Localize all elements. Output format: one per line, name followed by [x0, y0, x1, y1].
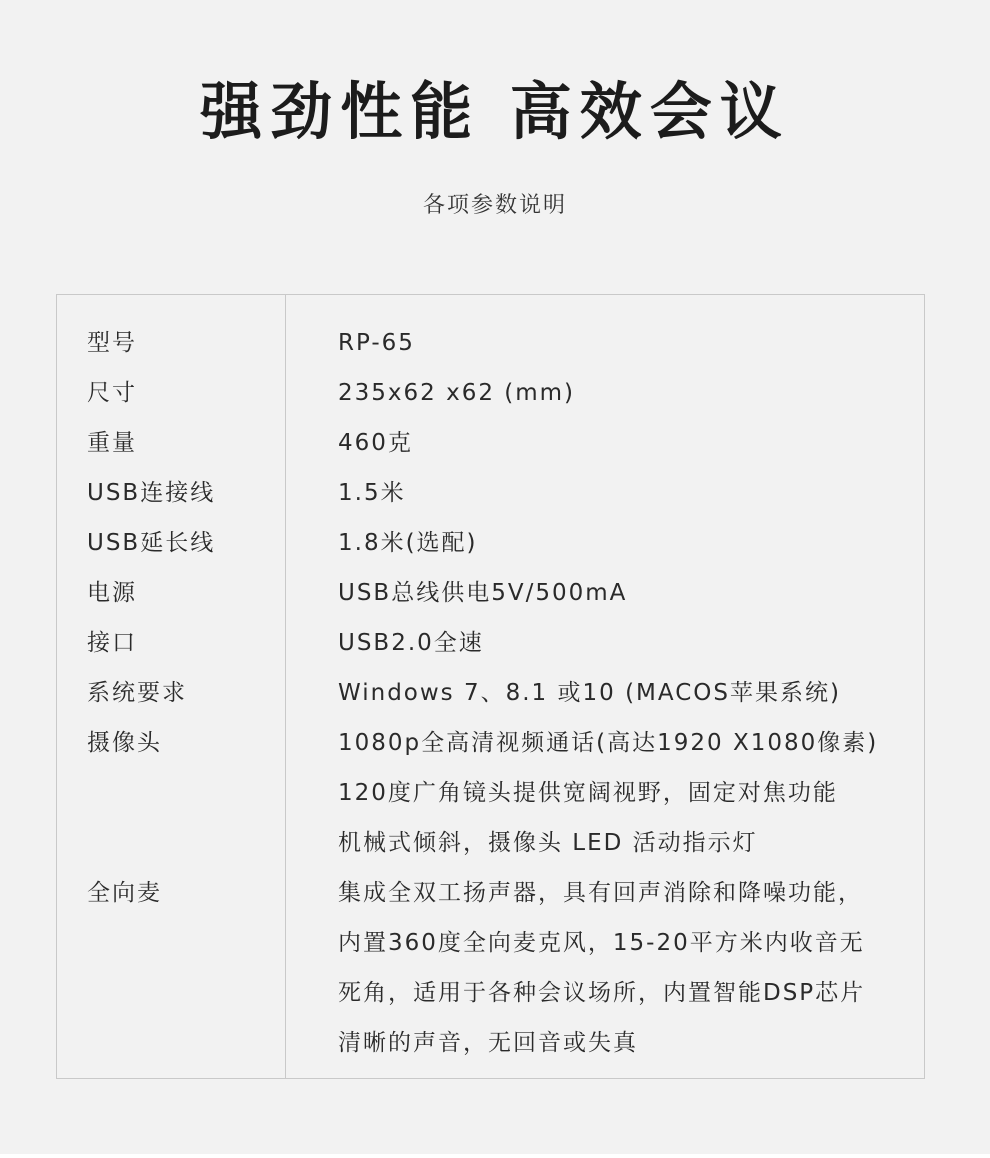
spec-row-microphone-3: [57, 968, 924, 1018]
spec-table: [56, 294, 925, 1079]
spec-row-system: [57, 668, 924, 718]
spec-row-size: [57, 368, 924, 418]
spec-row-power: [57, 568, 924, 618]
bottom-divider: [0, 1154, 990, 1158]
spec-value: 死角，适用于各种会议场所，内置智能DSP芯片: [338, 980, 866, 1006]
spec-row-camera: [57, 718, 924, 768]
spec-row-model: [57, 318, 924, 368]
spec-value: USB2.0全速: [338, 630, 484, 656]
spec-label: 接口: [87, 630, 137, 656]
spec-label: USB连接线: [87, 480, 216, 506]
spec-value: 内置360度全向麦克风，15-20平方米内收音无: [338, 930, 865, 956]
page-title: 强劲性能 高效会议: [200, 75, 790, 148]
spec-label: 摄像头: [87, 730, 162, 756]
spec-value: 460克: [338, 430, 413, 456]
spec-value: 机械式倾斜，摄像头 LED 活动指示灯: [338, 830, 758, 856]
spec-row-camera-3: [57, 818, 924, 868]
spec-label: 系统要求: [87, 680, 187, 706]
spec-label: 重量: [87, 430, 137, 456]
spec-label: 型号: [87, 330, 137, 356]
spec-row-interface: [57, 618, 924, 668]
spec-value: RP-65: [338, 330, 415, 356]
spec-row-microphone: [57, 868, 924, 918]
spec-label: 电源: [87, 580, 137, 606]
spec-value: USB总线供电5V/500mA: [338, 580, 628, 606]
spec-label: 全向麦: [87, 880, 162, 906]
spec-value: 235x62 x62 (mm): [338, 380, 576, 406]
spec-row-usb-extension: [57, 518, 924, 568]
page-subtitle: 各项参数说明: [422, 193, 567, 218]
spec-value: 集成全双工扬声器，具有回声消除和降噪功能，: [338, 880, 863, 906]
spec-row-usb-cable: [57, 468, 924, 518]
spec-row-camera-2: [57, 768, 924, 818]
spec-label: USB延长线: [87, 530, 216, 556]
spec-label: 尺寸: [87, 380, 137, 406]
spec-row-microphone-2: [57, 918, 924, 968]
spec-row-weight: [57, 418, 924, 468]
spec-value: 1080p全高清视频通话(高达1920 X1080像素): [338, 730, 879, 756]
spec-value: 1.8米(选配): [338, 530, 478, 556]
spec-value: 1.5米: [338, 480, 406, 506]
spec-value: Windows 7、8.1 或10 (MACOS苹果系统): [338, 680, 841, 706]
spec-row-microphone-4: [57, 1018, 924, 1068]
spec-value: 120度广角镜头提供宽阔视野，固定对焦功能: [338, 780, 838, 806]
spec-value: 清晰的声音，无回音或失真: [338, 1030, 638, 1056]
